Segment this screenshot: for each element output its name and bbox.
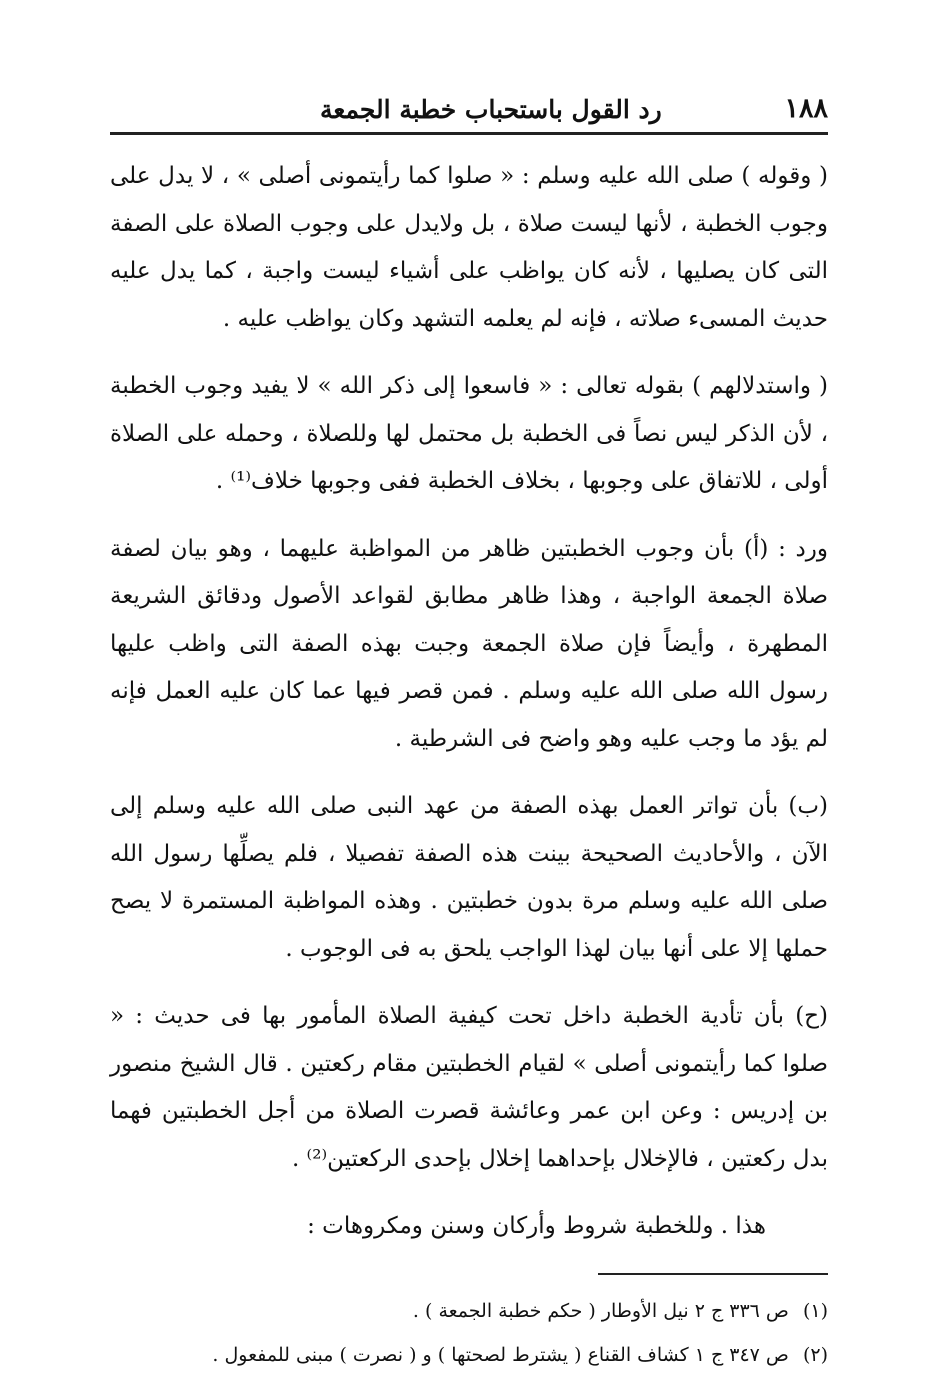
- page-header: [110, 80, 828, 124]
- footnote-text: ص ٣٣٦ ج ٢ نيل الأوطار ( حكم خطبة الجمعة ) .: [412, 1299, 789, 1322]
- paragraph-5: (ح) بأن تأدية الخطبة داخل تحت كيفية الصلاة المأمور بها فى حديث : « صلوا كما رأيتمونى أصلى » لقيام الخطبتين مقام ركعتين . قال الشيخ منصور بن إدريس : وعن ابن عمر وعائشة قصرت الصلاة من أجل الخطبتين فهما بدل ركعتين ، فالإخلال بإحداهما إخلال بإحدى الركعتين⁽²⁾ .: [110, 1003, 828, 1172]
- header-rule: [110, 132, 828, 135]
- footnote-text: ص ٣٤٧ ج ١ كشاف القناع ( يشترط لصحتها ) و ( نصرت ) مبنى للمفعول .: [212, 1343, 789, 1366]
- paragraph-2: ( واستدلالهم ) بقوله تعالى : « فاسعوا إلى ذكر الله » لا يفيد وجوب الخطبة ، لأن الذكر ليس نصاً فى الخطبة بل محتمل لها وللصلاة ، وحمله على الصلاة أولى ، للاتفاق على وجوبها ، بخلاف الخطبة ففى وجوبها خلاف⁽¹⁾ .: [110, 373, 828, 494]
- page-number: ١٨٨: [784, 93, 828, 124]
- running-title: رد القول باستحباب خطبة الجمعة: [320, 95, 662, 124]
- paragraph-6: هذا . وللخطبة شروط وأركان وسنن ومكروهات :: [307, 1213, 766, 1239]
- footnotes: [110, 1289, 828, 1377]
- footnote-number: (٢): [802, 1343, 828, 1366]
- paragraph-3: ورد : (أ) بأن وجوب الخطبتين ظاهر من المواظبة عليهما ، وهو بيان لصفة صلاة الجمعة الواجبة ، وهذا ظاهر مطابق لقواعد الأصول ودقائق الشريعة المطهرة ، وأيضاً فإن صلاة الجمعة وجبت بهذه الصفة التى واظب عليها رسول الله صلى الله عليه وسلم . فمن قصر فيها عما كان عليه العمل فإنه لم يؤد ما وجب عليه وهو واضح فى الشرطية .: [110, 535, 828, 752]
- body-text: [110, 153, 828, 1251]
- paragraph-4: (ب) بأن تواتر العمل بهذه الصفة من عهد النبى صلى الله عليه وسلم إلى الآن ، والأحاديث الصحيحة بينت هذه الصفة تفصيلا ، فلم يصلِّها رسول الله صلى الله عليه وسلم مرة بدون خطبتين . وهذه المواظبة المستمرة لا يصح حملها إلا على أنها بيان لهذا الواجب يلحق به فى الوجوب .: [110, 793, 828, 962]
- footnote-2: [110, 1333, 828, 1377]
- footnote-number: (١): [802, 1299, 828, 1322]
- paragraph-1: ( وقوله ) صلى الله عليه وسلم : « صلوا كما رأيتمونى أصلى » ، لا يدل على وجوب الخطبة ، لأنها ليست صلاة ، بل ولايدل على وجوب الصلاة على الصفة التى كان يصليها ، لأنه كان يواظب على أشياء ليست واجبة ، كما يدل عليه حديث المسىء صلاته ، فإنه لم يعلمه التشهد وكان يواظب عليه .: [110, 163, 828, 332]
- footnote-1: [110, 1289, 828, 1333]
- footnote-rule: [598, 1273, 828, 1275]
